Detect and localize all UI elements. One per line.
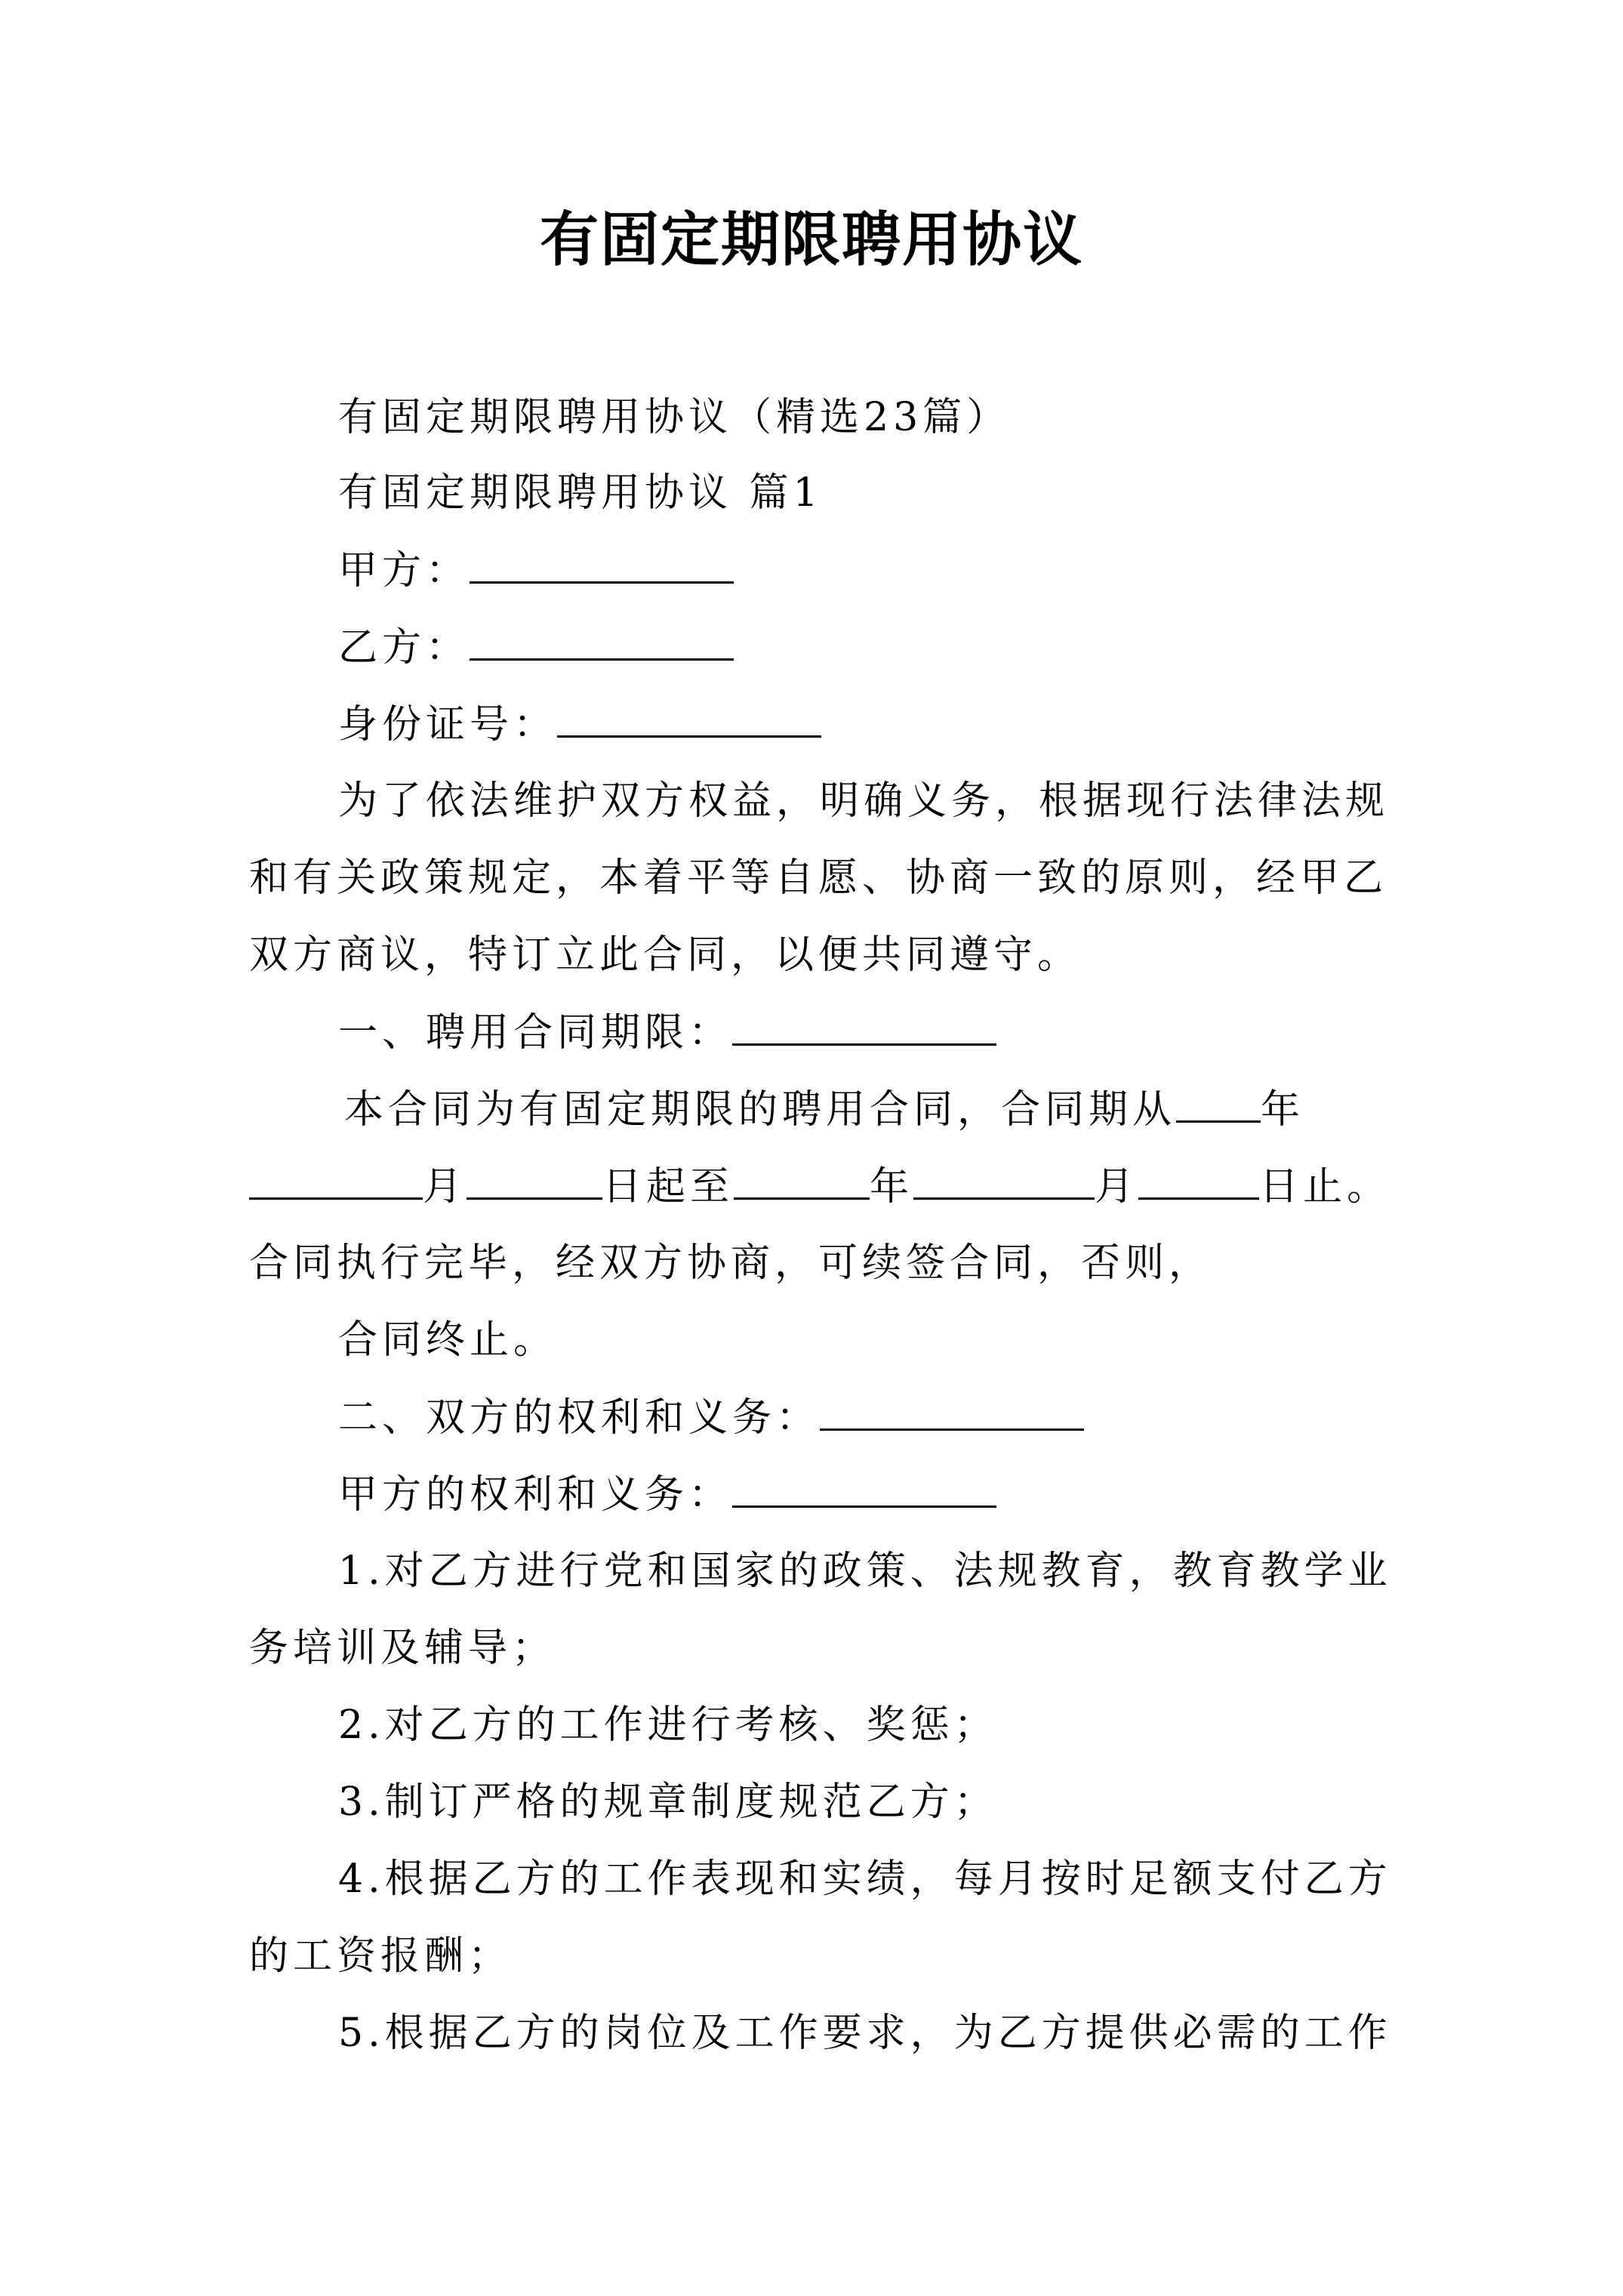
party-a-line <box>338 544 1471 597</box>
year-label-2: 年 <box>870 1164 914 1210</box>
intro-line-3: 双方商议，特订立此合同，以便共同遵守。 <box>249 932 1082 978</box>
clause-2-blank <box>820 1391 1084 1431</box>
subtitle: 有固定期限聘用协议（精选23篇） <box>338 395 1011 440</box>
term-text: 本合同为有固定期限的聘用合同，合同期从 <box>344 1087 1177 1133</box>
party-b-label: 乙方： <box>338 625 470 670</box>
end-month-blank <box>913 1160 1095 1200</box>
intro-line-1: 为了依法维护双方权益，明确义务，根据现行法律法规 <box>338 778 1390 824</box>
term-line-2 <box>249 1160 1391 1213</box>
start-month-blank <box>249 1160 423 1200</box>
start-day-blank <box>467 1160 602 1200</box>
list-item-4: 4.根据乙方的工作表现和实绩，每月按时足额支付乙方 <box>338 1857 1392 1902</box>
id-number-label: 身份证号： <box>338 702 558 747</box>
party-b-line <box>338 621 1471 674</box>
party-a-blank <box>470 544 734 584</box>
intro-line-2: 和有关政策规定，本着平等自愿、协商一致的原则，经甲乙 <box>249 855 1388 901</box>
start-year-blank <box>1176 1083 1261 1123</box>
term-line-1 <box>344 1083 1477 1136</box>
day-from-label: 日起至 <box>602 1164 735 1210</box>
list-item-5: 5.根据乙方的岗位及工作要求，为乙方提供必需的工作 <box>338 2011 1392 2056</box>
list-item-1-cont: 务培训及辅导； <box>249 1626 556 1671</box>
list-item-2: 2.对乙方的工作进行考核、奖惩； <box>338 1703 998 1748</box>
document-title: 有固定期限聘用协议 <box>539 205 1083 274</box>
clause-1-line <box>338 1006 1471 1059</box>
clause-2-label: 二、双方的权利和义务： <box>338 1395 821 1441</box>
clause-1-blank <box>732 1006 996 1046</box>
term-line-3: 合同执行完毕，经双方协商，可续签合同，否则， <box>249 1240 1213 1286</box>
clause-2-line <box>338 1391 1471 1444</box>
id-number-line <box>338 698 1471 751</box>
party-a-duties-blank <box>732 1468 996 1508</box>
party-a-duties-line <box>338 1468 1471 1521</box>
party-a-label: 甲方： <box>338 548 470 593</box>
year-label-1: 年 <box>1261 1087 1305 1133</box>
list-item-3: 3.制订严格的规章制度规范乙方； <box>338 1780 998 1825</box>
list-item-1: 1.对乙方进行党和国家的政策、法规教育，教育教学业 <box>338 1549 1392 1594</box>
section-heading: 有固定期限聘用协议 篇1 <box>338 470 823 516</box>
month-label-2: 月 <box>1095 1164 1139 1210</box>
clause-1-label: 一、聘用合同期限： <box>338 1010 733 1056</box>
end-day-blank <box>1138 1160 1259 1200</box>
id-number-blank <box>557 698 821 738</box>
party-a-duties-label: 甲方的权利和义务： <box>338 1472 733 1518</box>
end-year-blank <box>734 1160 870 1200</box>
month-label-1: 月 <box>423 1164 467 1210</box>
party-b-blank <box>470 621 734 661</box>
list-item-4-cont: 的工资报酬； <box>249 1934 513 1979</box>
term-line-4: 合同终止。 <box>338 1318 558 1363</box>
day-end-label: 日止。 <box>1259 1164 1391 1210</box>
